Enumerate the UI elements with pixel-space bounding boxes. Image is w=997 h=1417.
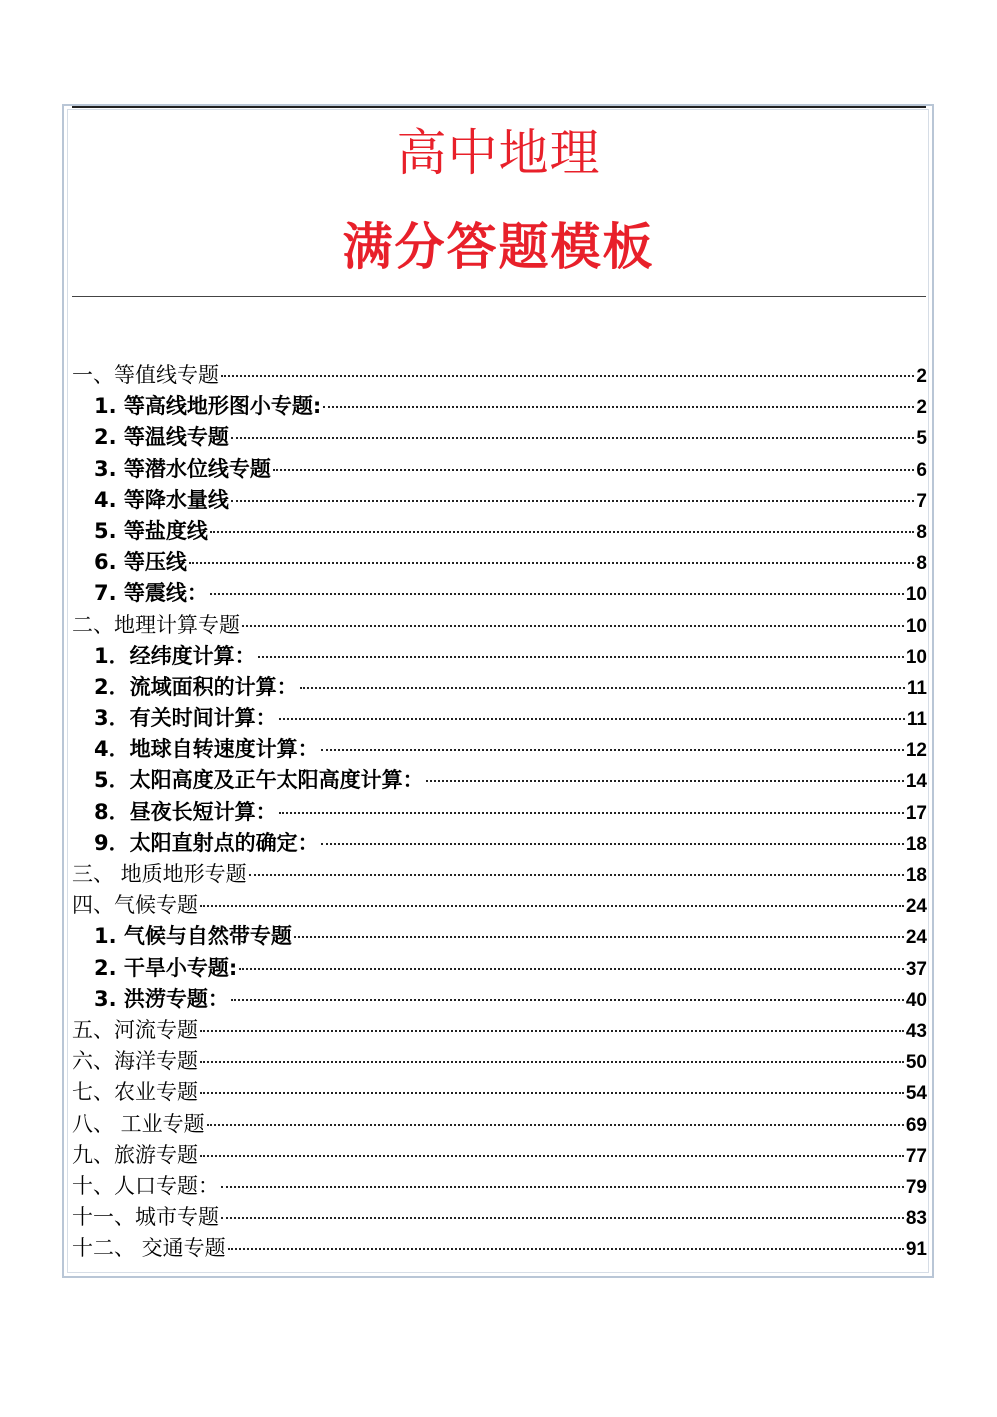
toc-subentry[interactable] xyxy=(72,547,927,578)
toc-dot-leader xyxy=(210,531,915,533)
toc-dot-leader xyxy=(258,656,904,658)
title-separator xyxy=(72,296,926,297)
toc-subentry[interactable] xyxy=(72,578,927,609)
toc-dot-leader xyxy=(200,1155,904,1157)
toc-page-number: 77 xyxy=(905,1145,927,1167)
toc-page-number: 2 xyxy=(916,397,927,419)
toc-entry[interactable] xyxy=(72,1233,927,1264)
toc-entry-label: 4. 等降水量线 xyxy=(94,487,229,512)
toc-page-number: 54 xyxy=(905,1083,927,1105)
toc-page-number: 24 xyxy=(905,896,927,918)
toc-entry[interactable] xyxy=(72,859,927,890)
top-rule xyxy=(72,106,926,108)
toc-subentry[interactable] xyxy=(72,422,927,453)
toc-page-number: 8 xyxy=(916,553,927,575)
toc-dot-leader xyxy=(200,1030,904,1032)
toc-page-number: 69 xyxy=(905,1114,927,1136)
toc-entry-label: 5. 等盐度线 xyxy=(94,518,208,543)
toc-page-number: 7 xyxy=(916,490,927,512)
toc-entry[interactable] xyxy=(72,1046,927,1077)
toc-entry-label: 十一、城市专题 xyxy=(72,1205,219,1230)
toc-entry-label: 六、海洋专题 xyxy=(72,1049,198,1074)
toc-entry-label: 一、等值线专题 xyxy=(72,363,219,387)
toc-entry-label: 4．地球自转速度计算： xyxy=(94,737,319,762)
toc-dot-leader xyxy=(210,593,904,595)
toc-entry-label: 3. 等潜水位线专题 xyxy=(94,456,271,481)
toc-page-number: 11 xyxy=(906,709,927,731)
toc-entry[interactable] xyxy=(72,360,927,391)
toc-dot-leader xyxy=(321,843,904,845)
toc-entry-label: 三、 地质地形专题 xyxy=(72,862,247,886)
toc-dot-leader xyxy=(221,375,914,377)
toc-page-number: 24 xyxy=(905,927,927,949)
toc-entry-label: 七、农业专题 xyxy=(72,1080,198,1105)
toc-subentry[interactable] xyxy=(72,797,927,828)
toc-entry-label: 1. 气候与自然带专题 xyxy=(94,924,292,949)
toc-page-number: 50 xyxy=(905,1052,927,1074)
toc-dot-leader xyxy=(207,1124,904,1126)
toc-dot-leader xyxy=(426,780,904,782)
toc-dot-leader xyxy=(279,718,905,720)
toc-entry[interactable] xyxy=(72,1171,927,1202)
toc-page-number: 18 xyxy=(905,833,927,855)
toc-page-number: 2 xyxy=(916,366,927,387)
toc-page-number: 43 xyxy=(905,1020,927,1042)
toc-subentry[interactable] xyxy=(72,641,927,672)
document-title-line1: 高中地理 xyxy=(396,124,601,182)
toc-dot-leader xyxy=(200,1092,904,1094)
toc-entry[interactable] xyxy=(72,1109,927,1140)
table-of-contents xyxy=(72,360,927,1264)
toc-entry-label: 5．太阳高度及正午太阳高度计算： xyxy=(94,768,424,793)
toc-entry-label: 2．流域面积的计算： xyxy=(94,674,298,699)
toc-entry-label: 3. 洪涝专题： xyxy=(94,986,229,1011)
toc-entry-label: 7. 等震线： xyxy=(94,581,208,606)
toc-page-number: 37 xyxy=(905,958,927,980)
toc-dot-leader xyxy=(221,1217,904,1219)
toc-subentry[interactable] xyxy=(72,672,927,703)
toc-entry-label: 八、 工业专题 xyxy=(72,1111,205,1136)
toc-entry-label: 8．昼夜长短计算： xyxy=(94,799,277,824)
toc-dot-leader xyxy=(231,999,904,1001)
toc-dot-leader xyxy=(300,687,905,689)
toc-subentry[interactable] xyxy=(72,734,927,765)
toc-subentry[interactable] xyxy=(72,703,927,734)
toc-dot-leader xyxy=(279,812,904,814)
toc-page-number: 17 xyxy=(905,802,927,824)
toc-page-number: 5 xyxy=(916,428,927,450)
toc-entry-label: 6. 等压线 xyxy=(94,550,187,575)
toc-dot-leader xyxy=(273,469,915,471)
toc-dot-leader xyxy=(242,625,904,627)
toc-entry-label: 十二、 交通专题 xyxy=(72,1236,226,1261)
toc-dot-leader xyxy=(189,562,915,564)
document-title-line2: 满分答题模板 xyxy=(342,218,655,276)
toc-entry-label: 2. 等温线专题 xyxy=(94,425,229,450)
toc-subentry[interactable] xyxy=(72,516,927,547)
toc-entry[interactable] xyxy=(72,890,927,921)
toc-subentry[interactable] xyxy=(72,765,927,796)
toc-page-number: 10 xyxy=(905,584,927,606)
toc-dot-leader xyxy=(228,1248,904,1250)
toc-page-number: 12 xyxy=(905,740,927,762)
toc-dot-leader xyxy=(221,1186,904,1188)
toc-entry-label: 1．经纬度计算： xyxy=(94,643,256,668)
toc-page-number: 91 xyxy=(905,1239,927,1261)
toc-dot-leader xyxy=(200,905,904,907)
toc-dot-leader xyxy=(200,1061,904,1063)
toc-entry[interactable] xyxy=(72,1015,927,1046)
toc-dot-leader xyxy=(231,437,915,439)
toc-dot-leader xyxy=(294,936,904,938)
toc-page-number: 40 xyxy=(905,989,927,1011)
toc-entry[interactable] xyxy=(72,1140,927,1171)
toc-dot-leader xyxy=(231,500,915,502)
toc-entry-label: 二、地理计算专题 xyxy=(72,612,240,637)
toc-entry-label: 四、气候专题 xyxy=(72,893,198,918)
toc-entry-label: 十、人口专题： xyxy=(72,1173,219,1198)
toc-page-number: 11 xyxy=(906,677,927,699)
toc-page-number: 10 xyxy=(905,646,927,668)
toc-subentry[interactable] xyxy=(72,984,927,1015)
toc-dot-leader xyxy=(323,406,914,408)
toc-page-number: 6 xyxy=(916,459,927,481)
toc-page-number: 8 xyxy=(916,521,927,543)
toc-page-number: 79 xyxy=(905,1176,927,1198)
toc-page-number: 83 xyxy=(905,1208,927,1230)
toc-entry[interactable] xyxy=(72,610,927,641)
toc-entry-label: 九、旅游专题 xyxy=(72,1142,198,1167)
toc-entry-label: 9．太阳直射点的确定： xyxy=(94,830,319,855)
toc-entry[interactable] xyxy=(72,1202,927,1233)
toc-subentry[interactable] xyxy=(72,953,927,984)
toc-entry-label: 五、河流专题 xyxy=(72,1017,198,1042)
toc-subentry[interactable] xyxy=(72,921,927,952)
toc-page-number: 10 xyxy=(905,615,927,637)
toc-subentry[interactable] xyxy=(72,828,927,859)
toc-subentry[interactable] xyxy=(72,391,927,422)
toc-dot-leader xyxy=(239,968,904,970)
toc-entry-label: 1. 等高线地形图小专题: xyxy=(94,394,322,419)
toc-page-number: 18 xyxy=(905,865,927,886)
toc-entry[interactable] xyxy=(72,1077,927,1108)
toc-subentry[interactable] xyxy=(72,454,927,485)
toc-subentry[interactable] xyxy=(72,485,927,516)
toc-dot-leader xyxy=(321,749,904,751)
toc-entry-label: 2. 干旱小专题: xyxy=(94,955,238,980)
toc-page-number: 14 xyxy=(905,771,927,793)
toc-entry-label: 3．有关时间计算： xyxy=(94,706,277,731)
toc-dot-leader xyxy=(249,874,904,876)
